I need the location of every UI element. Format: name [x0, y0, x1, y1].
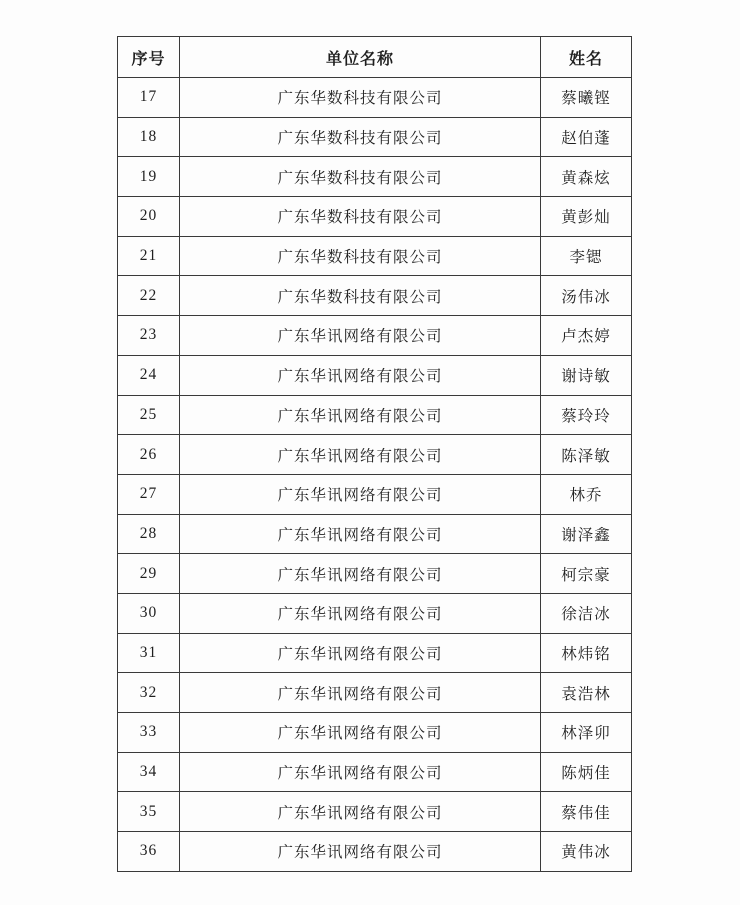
- cell-seq: 32: [118, 673, 180, 713]
- cell-seq: 26: [118, 435, 180, 475]
- cell-seq: 31: [118, 633, 180, 673]
- table-row: [118, 197, 632, 237]
- cell-unit: 广东华讯网络有限公司: [180, 792, 541, 832]
- cell-unit: 广东华数科技有限公司: [180, 236, 541, 276]
- cell-seq: 30: [118, 593, 180, 633]
- cell-unit: 广东华数科技有限公司: [180, 197, 541, 237]
- table-row: [118, 673, 632, 713]
- cell-seq: 29: [118, 554, 180, 594]
- table-row: [118, 395, 632, 435]
- cell-unit: 广东华讯网络有限公司: [180, 355, 541, 395]
- table-row: [118, 514, 632, 554]
- table-row: [118, 792, 632, 832]
- cell-name: 谢泽鑫: [541, 514, 632, 554]
- cell-name: 赵伯蓬: [541, 117, 632, 157]
- cell-seq: 18: [118, 117, 180, 157]
- cell-name: 柯宗豪: [541, 554, 632, 594]
- cell-name: 黄森炫: [541, 157, 632, 197]
- cell-seq: 19: [118, 157, 180, 197]
- cell-seq: 27: [118, 474, 180, 514]
- table-row: [118, 633, 632, 673]
- table-row: [118, 554, 632, 594]
- cell-seq: 20: [118, 197, 180, 237]
- cell-name: 袁浩林: [541, 673, 632, 713]
- cell-unit: 广东华讯网络有限公司: [180, 435, 541, 475]
- cell-unit: 广东华讯网络有限公司: [180, 514, 541, 554]
- cell-name: 蔡曦铿: [541, 78, 632, 118]
- table-row: [118, 316, 632, 356]
- cell-name: 徐洁冰: [541, 593, 632, 633]
- table-row: [118, 276, 632, 316]
- table-row: [118, 117, 632, 157]
- cell-unit: 广东华讯网络有限公司: [180, 713, 541, 753]
- cell-name: 黄彭灿: [541, 197, 632, 237]
- table-header-row: [118, 37, 632, 78]
- header-seq: 序号: [118, 37, 180, 78]
- cell-name: 陈炳佳: [541, 752, 632, 792]
- cell-name: 林炜铭: [541, 633, 632, 673]
- personnel-table: [117, 36, 632, 872]
- table-row: [118, 435, 632, 475]
- cell-seq: 21: [118, 236, 180, 276]
- cell-unit: 广东华数科技有限公司: [180, 78, 541, 118]
- cell-unit: 广东华讯网络有限公司: [180, 633, 541, 673]
- cell-unit: 广东华讯网络有限公司: [180, 474, 541, 514]
- table-row: [118, 474, 632, 514]
- cell-seq: 23: [118, 316, 180, 356]
- cell-name: 谢诗敏: [541, 355, 632, 395]
- cell-seq: 17: [118, 78, 180, 118]
- cell-unit: 广东华数科技有限公司: [180, 276, 541, 316]
- cell-unit: 广东华数科技有限公司: [180, 117, 541, 157]
- header-name: 姓名: [541, 37, 632, 78]
- cell-name: 蔡玲玲: [541, 395, 632, 435]
- cell-name: 陈泽敏: [541, 435, 632, 475]
- cell-unit: 广东华讯网络有限公司: [180, 554, 541, 594]
- table-row: [118, 752, 632, 792]
- table-row: [118, 157, 632, 197]
- cell-unit: 广东华讯网络有限公司: [180, 752, 541, 792]
- cell-unit: 广东华讯网络有限公司: [180, 673, 541, 713]
- cell-seq: 34: [118, 752, 180, 792]
- table-row: [118, 78, 632, 118]
- cell-seq: 35: [118, 792, 180, 832]
- table-row: [118, 236, 632, 276]
- table-row: [118, 593, 632, 633]
- cell-name: 蔡伟佳: [541, 792, 632, 832]
- cell-unit: 广东华讯网络有限公司: [180, 832, 541, 872]
- header-unit: 单位名称: [180, 37, 541, 78]
- cell-name: 黄伟冰: [541, 832, 632, 872]
- cell-name: 李锶: [541, 236, 632, 276]
- cell-seq: 25: [118, 395, 180, 435]
- cell-unit: 广东华讯网络有限公司: [180, 395, 541, 435]
- cell-seq: 28: [118, 514, 180, 554]
- cell-seq: 33: [118, 713, 180, 753]
- cell-unit: 广东华讯网络有限公司: [180, 316, 541, 356]
- cell-name: 汤伟冰: [541, 276, 632, 316]
- cell-name: 林乔: [541, 474, 632, 514]
- cell-name: 卢杰婷: [541, 316, 632, 356]
- cell-seq: 24: [118, 355, 180, 395]
- table-row: [118, 355, 632, 395]
- cell-name: 林泽卯: [541, 713, 632, 753]
- table-row: [118, 832, 632, 872]
- cell-seq: 36: [118, 832, 180, 872]
- table-row: [118, 713, 632, 753]
- cell-unit: 广东华数科技有限公司: [180, 157, 541, 197]
- table-body: [118, 78, 632, 872]
- cell-unit: 广东华讯网络有限公司: [180, 593, 541, 633]
- cell-seq: 22: [118, 276, 180, 316]
